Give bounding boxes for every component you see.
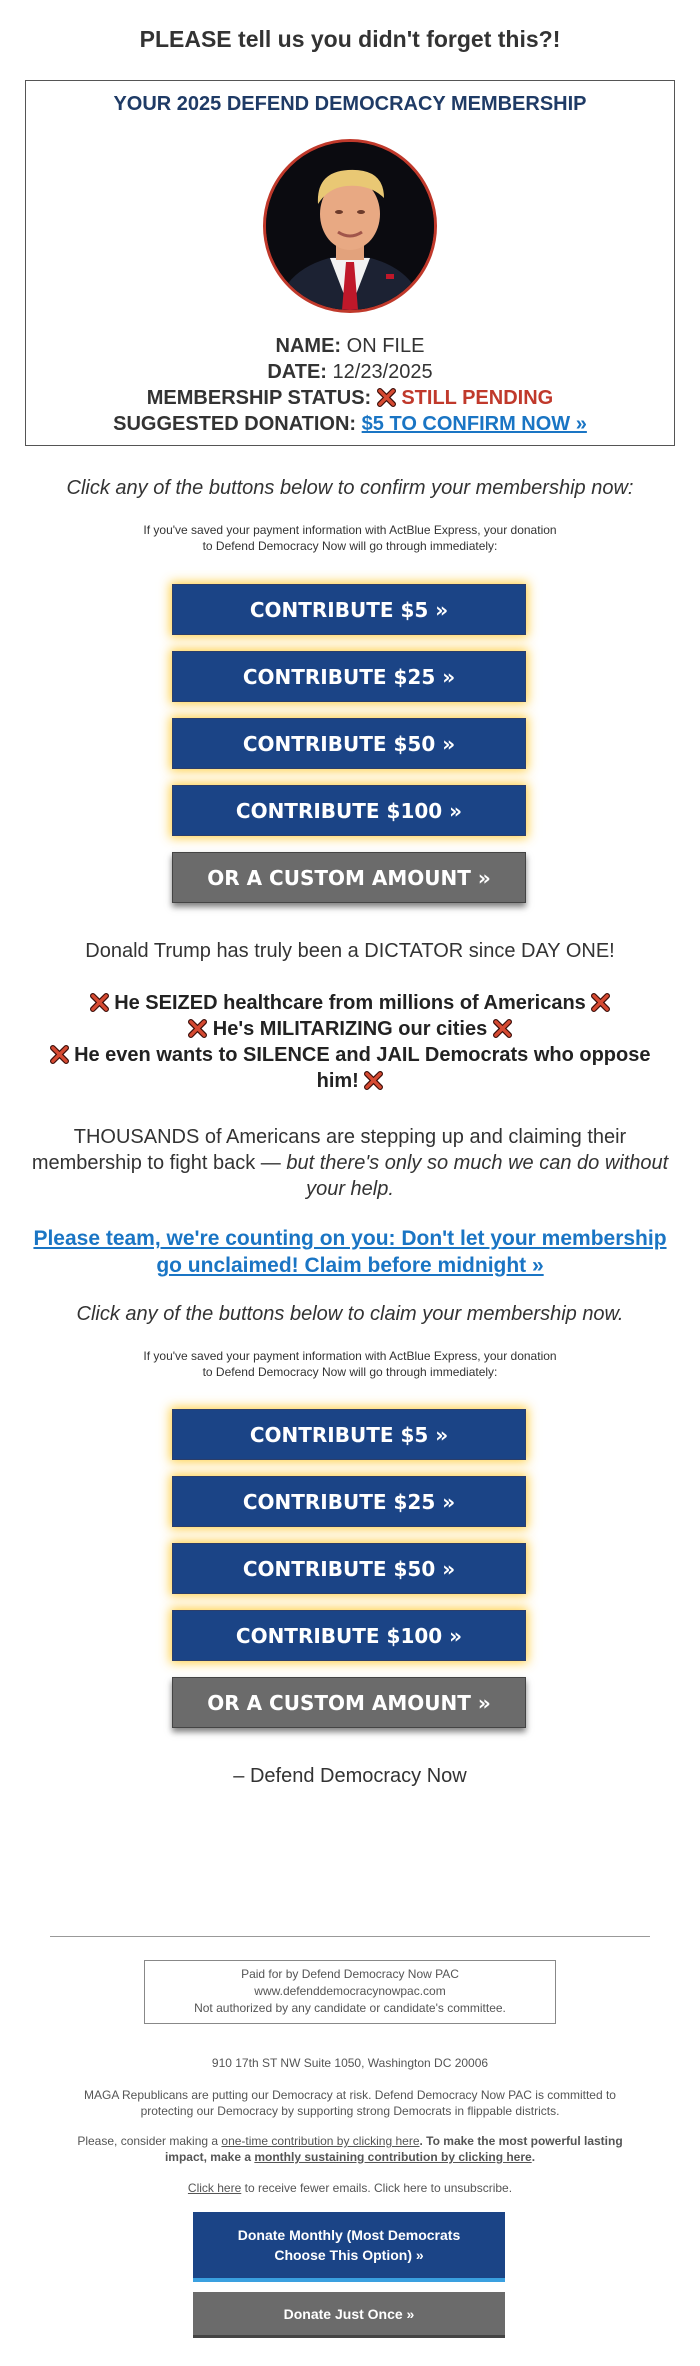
consider-mid: . To make the most powerful lasting <box>419 2134 623 2148</box>
red-x-icon <box>364 1071 383 1090</box>
impact-suffix: . <box>531 2150 536 2164</box>
thousands-paragraph <box>20 1124 680 1202</box>
actblue-note-2-line2: to Defend Democracy Now will go through immediately: <box>202 1365 498 1379</box>
membership-card <box>25 80 675 446</box>
thousands-line2 <box>20 1150 680 1176</box>
actblue-note-line2: to Defend Democracy Now will go through immediately: <box>202 539 498 553</box>
date-value: 12/23/2025 <box>332 361 433 383</box>
donate-monthly-button[interactable] <box>193 2212 505 2282</box>
card-title: YOUR 2025 DEFEND DEMOCRACY MEMBERSHIP <box>113 93 587 115</box>
contribute-50-button-2[interactable]: CONTRIBUTE $50 » <box>172 1543 526 1594</box>
grievance-3-text: He even wants to SILENCE and JAIL Democrats who oppose <box>74 1044 651 1066</box>
actblue-note-2 <box>100 1348 600 1380</box>
membership-info <box>26 333 674 437</box>
fewer-emails-text[interactable]: to receive fewer emails. Click here to unsubscribe. <box>241 2181 513 2195</box>
monthly-link-text: monthly sustaining contribution by clicking here <box>254 2150 532 2164</box>
red-x-icon <box>50 1045 69 1064</box>
date-label: DATE: <box>267 361 327 383</box>
confirm-prompt: Click any of the buttons below to confirm your membership now: <box>66 477 634 499</box>
donate-monthly-line1: Donate Monthly (Most Democrats <box>237 2227 461 2243</box>
one-time-contribution-link[interactable]: one-time contribution by clicking here <box>221 2134 420 2148</box>
claim-membership-link[interactable] <box>20 1225 680 1279</box>
donation-line <box>26 411 674 437</box>
paid-line1: Paid for by Defend Democracy Now PAC <box>241 1967 459 1981</box>
claim-link-line1: Please team, we're counting on you: Don't let your membership <box>33 1227 667 1250</box>
custom-amount-button-2[interactable]: OR A CUSTOM AMOUNT » <box>172 1677 526 1728</box>
mission-statement <box>40 2087 660 2119</box>
contribute-25-button-2[interactable]: CONTRIBUTE $25 » <box>172 1476 526 1527</box>
headline: PLEASE tell us you didn't forget this?! <box>139 26 561 52</box>
grievance-list <box>30 990 670 1094</box>
status-line <box>26 385 674 411</box>
impact-prefix: impact, make a <box>164 2150 255 2164</box>
grievance-3-text-end: him! <box>316 1070 359 1092</box>
thousands-line2-b: but there's only so much we can do without <box>286 1152 669 1174</box>
consider-prefix: Please, consider making a <box>77 2134 222 2148</box>
fewer-emails-link[interactable]: Click here <box>187 2181 242 2195</box>
name-line <box>26 333 674 359</box>
actblue-note-2-line1: If you've saved your payment information with ActBlue Express, your donation <box>143 1349 557 1363</box>
thousands-line1: THOUSANDS of Americans are stepping up and claiming their <box>73 1126 627 1148</box>
candidate-portrait <box>263 139 437 313</box>
dictator-line: Donald Trump has truly been a DICTATOR since DAY ONE! <box>85 940 615 962</box>
name-value: ON FILE <box>346 335 425 357</box>
red-x-icon <box>377 388 396 407</box>
grievance-3 <box>30 1042 670 1068</box>
claim-link-line2: go unclaimed! Claim before midnight » <box>156 1254 544 1277</box>
grievance-2 <box>30 1016 670 1042</box>
paid-for-box <box>144 1960 556 2024</box>
custom-amount-button[interactable]: OR A CUSTOM AMOUNT » <box>172 852 526 903</box>
contribute-100-button-2[interactable]: CONTRIBUTE $100 » <box>172 1610 526 1661</box>
red-x-icon <box>188 1019 207 1038</box>
footer-divider <box>50 1936 650 1937</box>
paid-line3: Not authorized by any candidate or candidate's committee. <box>194 2001 506 2015</box>
contribute-50-button[interactable]: CONTRIBUTE $50 » <box>172 718 526 769</box>
portrait-illustration <box>266 142 434 310</box>
contribution-options <box>40 2133 660 2165</box>
donate-once-button[interactable]: Donate Just Once » <box>193 2292 505 2338</box>
red-x-icon <box>90 993 109 1012</box>
status-value: STILL PENDING <box>401 387 554 409</box>
contribute-100-button[interactable]: CONTRIBUTE $100 » <box>172 785 526 836</box>
thousands-line3-text: your help. <box>306 1178 394 1200</box>
monthly-contribution-link[interactable] <box>254 2150 531 2164</box>
mission-line2: protecting our Democracy by supporting strong Democrats in flippable districts. <box>140 2104 560 2118</box>
red-x-icon <box>591 993 610 1012</box>
grievance-1-text: He SEIZED healthcare from millions of Americans <box>114 992 586 1014</box>
actblue-note <box>100 522 600 554</box>
claim-prompt: Click any of the buttons below to claim your membership now. <box>76 1303 624 1325</box>
contribute-5-button-2[interactable]: CONTRIBUTE $5 » <box>172 1409 526 1460</box>
grievance-1 <box>30 990 670 1016</box>
grievance-3-continued <box>30 1068 670 1094</box>
thousands-line2-a: membership to fight back — <box>31 1152 287 1174</box>
grievance-2-text: He's MILITARIZING our cities <box>212 1018 488 1040</box>
confirm-now-link[interactable]: $5 TO CONFIRM NOW » <box>361 413 587 435</box>
paid-line2: www.defenddemocracynowpac.com <box>254 1984 446 1998</box>
donate-monthly-line2: Choose This Option) » <box>274 2247 424 2263</box>
contribution-options-line2 <box>40 2149 660 2165</box>
contribute-25-button[interactable]: CONTRIBUTE $25 » <box>172 651 526 702</box>
signoff: – Defend Democracy Now <box>233 1765 467 1787</box>
red-x-icon <box>493 1019 512 1038</box>
name-label: NAME: <box>275 335 342 357</box>
mailing-address: 910 17th ST NW Suite 1050, Washington DC 20006 <box>211 2056 489 2070</box>
contribution-options-line1 <box>40 2133 660 2149</box>
thousands-line3 <box>20 1176 680 1202</box>
contribute-5-button[interactable]: CONTRIBUTE $5 » <box>172 584 526 635</box>
date-line <box>26 359 674 385</box>
status-label: MEMBERSHIP STATUS: <box>146 387 372 409</box>
email-preferences <box>40 2180 660 2196</box>
donation-label: SUGGESTED DONATION: <box>113 413 357 435</box>
actblue-note-line1: If you've saved your payment information with ActBlue Express, your donation <box>143 523 557 537</box>
mission-line1: MAGA Republicans are putting our Democracy at risk. Defend Democracy Now PAC is committed to <box>84 2088 616 2102</box>
